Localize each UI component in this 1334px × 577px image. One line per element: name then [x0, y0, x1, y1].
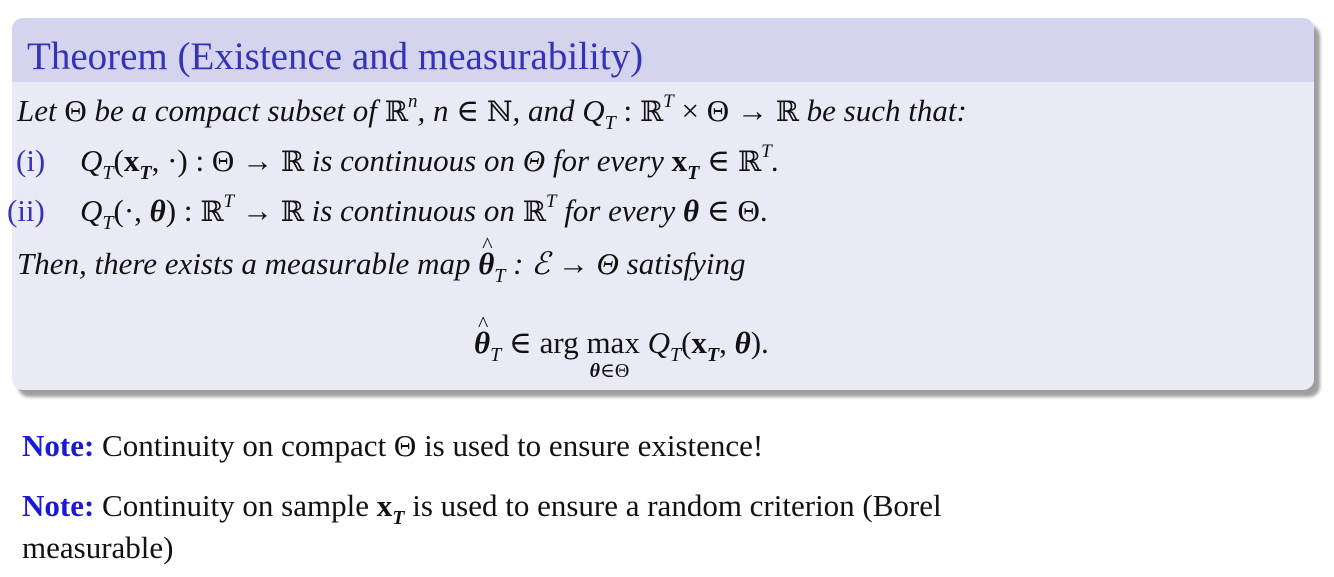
- theorem-title: Theorem (Existence and measurability): [27, 35, 644, 78]
- theta-hat-symbol: ^ θ: [474, 327, 490, 358]
- theorem-condition-i: (i) $Q_T(x_T$, ·) : Θ → ℝ is continuous on Θ for every $x_T$ ∈ ℝ$^T$.: [16, 141, 780, 184]
- argmax-operator: arg max θ∈Θ: [539, 325, 640, 382]
- note-existence: Note: Continuity on compact Θ is used to ensure existence!: [22, 428, 764, 463]
- note-measurability-continued: measurable): [22, 530, 174, 565]
- theta-hat-symbol: ^ θ: [478, 248, 494, 279]
- theorem-condition-ii: (ii) $Q_T(\cdot$, θ) : ℝ$^T$ → ℝ is continuous on ℝ$^T$ for every θ ∈ Θ.: [7, 191, 768, 234]
- enum-label-ii: (ii): [7, 193, 45, 228]
- display-equation: ^ $\theta_T$ ∈ arg max θ∈Θ $Q_T(x_T$, θ).: [474, 327, 769, 358]
- theorem-hypothesis-line: Let Θ be a compact subset of ℝ$^n$, n ∈ ℕ, and $Q_T$ : ℝ$^T$ × Θ → ℝ be such that:: [17, 91, 967, 134]
- note-measurability: Note: Continuity on sample $x_T$ is used to ensure a random criterion (Borel: [22, 488, 942, 529]
- note-label: Note:: [22, 428, 95, 463]
- note-label: Note:: [22, 488, 95, 523]
- enum-label-i: (i): [16, 143, 46, 178]
- argmax-subscript: θ∈Θ: [589, 360, 630, 382]
- theorem-conclusion: Then, there exists a measurable map ^ $\theta_T$ : ℰ → Θ satisfying: [17, 248, 746, 279]
- theorem-header: [12, 18, 1314, 82]
